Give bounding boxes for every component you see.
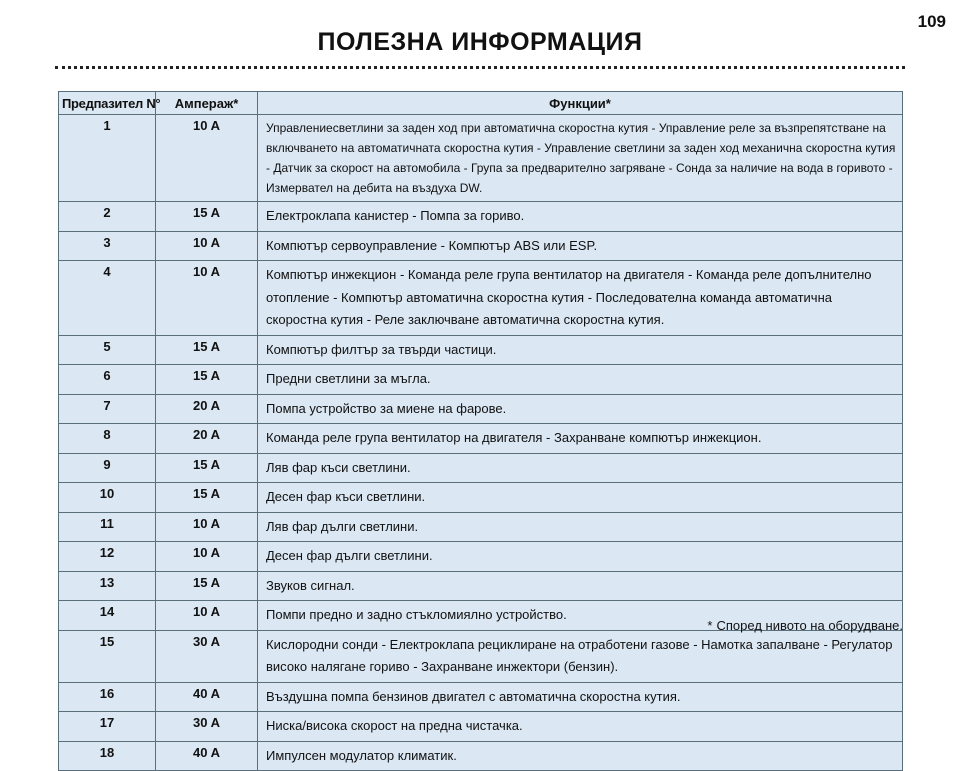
table-row (59, 394, 903, 424)
fuse-ampere: 10 A (156, 601, 258, 631)
fuse-functions: Ниска/висока скорост на предна чистачка. (258, 712, 903, 742)
fuse-ampere: 10 A (156, 231, 258, 261)
fuse-number: 1 (59, 115, 156, 202)
fuse-functions: Ляв фар дълги светлини. (258, 512, 903, 542)
table-row (59, 712, 903, 742)
fuse-number: 2 (59, 202, 156, 232)
table-row (59, 741, 903, 771)
table-row (59, 630, 903, 682)
fuse-number: 7 (59, 394, 156, 424)
header-functions: Функции* (258, 92, 903, 115)
fuse-number: 17 (59, 712, 156, 742)
fuse-number: 14 (59, 601, 156, 631)
header-fuse-number: Предпазител N° (59, 92, 156, 115)
table-row (59, 335, 903, 365)
fuse-ampere: 30 A (156, 630, 258, 682)
page-title: ПОЛЕЗНА ИНФОРМАЦИЯ (317, 28, 643, 56)
table-row (59, 365, 903, 395)
footnote-text: Според нивото на оборудване. (716, 618, 903, 633)
fuse-ampere: 15 A (156, 335, 258, 365)
fuse-number: 6 (59, 365, 156, 395)
fuse-functions: Компютър сервоуправление - Компютър ABS или ESP. (258, 231, 903, 261)
fuse-functions: Десен фар къси светлини. (258, 483, 903, 513)
fuse-functions: Десен фар дълги светлини. (258, 542, 903, 572)
fuse-number: 18 (59, 741, 156, 771)
table-row (59, 571, 903, 601)
table-row (59, 261, 903, 336)
fuse-functions: Управлениесветлини за заден ход при автоматична скоростна кутия - Управление реле за възпрепятстване на включването на автоматичната скоростна кутия - Управление светлини за заден ход механична скоростна кутия - Датчик за скорост на автомобила - Група за предварително загряване - Сонда за наличие на вода в горивото - Измервател на дебита на въздуха DW. (258, 115, 903, 202)
fuse-functions: Предни светлини за мъгла. (258, 365, 903, 395)
fuse-functions: Въздушна помпа бензинов двигател с автоматична скоростна кутия. (258, 682, 903, 712)
fuse-number: 9 (59, 453, 156, 483)
fuse-ampere: 20 A (156, 424, 258, 454)
fuse-ampere: 30 A (156, 712, 258, 742)
fuse-functions: Електроклапа канистер - Помпа за гориво. (258, 202, 903, 232)
fuse-functions: Помпи предно и задно стъкломиялно устройство. (258, 601, 903, 631)
fuse-number: 5 (59, 335, 156, 365)
table-row (59, 512, 903, 542)
fuse-ampere: 15 A (156, 483, 258, 513)
fuse-functions: Звуков сигнал. (258, 571, 903, 601)
fuse-number: 13 (59, 571, 156, 601)
fuse-ampere: 15 A (156, 453, 258, 483)
table-row (59, 483, 903, 513)
footnote-asterisk: * (707, 618, 713, 633)
fuse-number: 10 (59, 483, 156, 513)
fuse-number: 4 (59, 261, 156, 336)
page-number: 109 (917, 12, 946, 31)
fuse-ampere: 10 A (156, 542, 258, 572)
fuse-ampere: 15 A (156, 571, 258, 601)
fuse-functions: Компютър инжекцион - Команда реле група вентилатор на двигателя - Команда реле допълнително отопление - Компютър автоматична скоростна кутия - Последователна команда автоматична скоростна кутия - Реле заключване автоматична скоростна кутия. (258, 261, 903, 336)
footnote (707, 618, 903, 633)
table-row (59, 202, 903, 232)
fuse-number: 16 (59, 682, 156, 712)
fuse-ampere: 10 A (156, 261, 258, 336)
fuse-number: 12 (59, 542, 156, 572)
fuse-ampere: 10 A (156, 512, 258, 542)
fuse-functions: Импулсен модулатор климатик. (258, 741, 903, 771)
fuse-ampere: 40 A (156, 682, 258, 712)
table-row (59, 453, 903, 483)
fuse-functions: Помпа устройство за миене на фарове. (258, 394, 903, 424)
fuse-functions: Ляв фар къси светлини. (258, 453, 903, 483)
fuse-number: 15 (59, 630, 156, 682)
table-row (59, 231, 903, 261)
fuse-ampere: 15 A (156, 202, 258, 232)
table-row (59, 115, 903, 202)
table-header-row (59, 92, 903, 115)
fuse-functions: Кислородни сонди - Електроклапа рециклиране на отработени газове - Намотка запалване - Регулатор високо налягане гориво - Захранване инжектори (бензин). (258, 630, 903, 682)
title-divider (55, 66, 905, 69)
fuse-ampere: 15 A (156, 365, 258, 395)
header-ampere: Ампераж* (156, 92, 258, 115)
fuse-table (58, 91, 903, 771)
fuse-number: 3 (59, 231, 156, 261)
fuse-ampere: 20 A (156, 394, 258, 424)
table-row (59, 424, 903, 454)
fuse-number: 8 (59, 424, 156, 454)
fuse-ampere: 10 A (156, 115, 258, 202)
fuse-ampere: 40 A (156, 741, 258, 771)
table-row (59, 542, 903, 572)
table-row (59, 682, 903, 712)
fuse-functions: Команда реле група вентилатор на двигателя - Захранване компютър инжекцион. (258, 424, 903, 454)
fuse-functions: Компютър филтър за твърди частици. (258, 335, 903, 365)
fuse-number: 11 (59, 512, 156, 542)
